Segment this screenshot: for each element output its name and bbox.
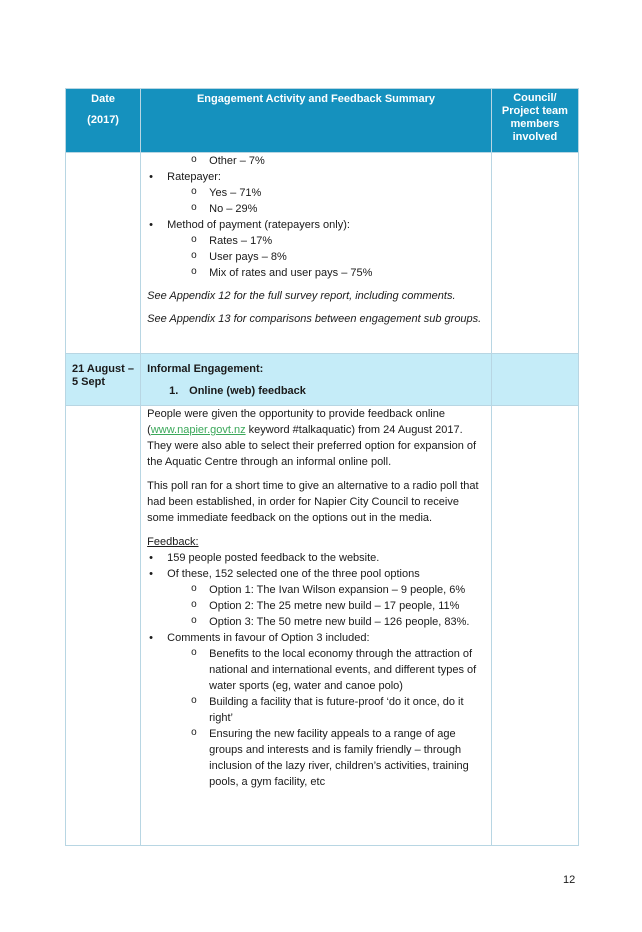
section-subtitle: 1. Online (web) feedback [169,385,306,397]
sub-bullet-item: o User pays – 8% [147,249,485,265]
table-header-row [66,89,579,153]
table-row [66,406,579,846]
appendix-13-note: See Appendix 13 for comparisons between engagement sub groups. [147,313,482,325]
napier-website-link[interactable]: www.napier.govt.nz [150,424,246,436]
bullet-item: • Method of payment (ratepayers only): [147,217,485,233]
sub-bullet-item: o Mix of rates and user pays – 75% [147,265,485,281]
header-summary: Engagement Activity and Feedback Summary [141,89,492,153]
feedback-label: Feedback: [147,536,199,548]
sub-bullet-item: o Option 3: The 50 metre new build – 126 people, 83%. [147,614,485,630]
sub-bullet-item: o No – 29% [147,201,485,217]
sub-bullet-item: o Benefits to the local economy through the attraction of national and international events, and different types of water sports (eg, water and canoe polo) [147,646,485,694]
sub-bullet-item: o Yes – 71% [147,185,485,201]
bullet-item: • 159 people posted feedback to the website. [147,550,485,566]
appendix-12-note: See Appendix 12 for the full survey report, including comments. [147,290,456,302]
section-title: Informal Engagement: [147,363,264,375]
online-feedback-cell [141,406,492,846]
sub-bullet-item: o Building a facility that is future-proof ‘do it once, do it right’ [147,694,485,726]
date-cell-empty [66,406,141,846]
feedback-list [147,550,485,790]
sub-bullet-item: o Option 1: The Ivan Wilson expansion – 9 people, 6% [147,582,485,598]
header-date-year: (2017) [87,114,119,126]
sub-bullet-item: o Option 2: The 25 metre new build – 17 people, 11% [147,598,485,614]
poll-paragraph: This poll ran for a short time to give an alternative to a radio poll that had been established, in order for Napier City Council to receive some immediate feedback on the options out in the media. [147,480,479,524]
bullet-item: • Ratepayer: [147,169,485,185]
summary-cell [141,153,492,354]
header-date [66,89,141,153]
section-council-cell [491,354,578,406]
sub-bullet-item: o Ensuring the new facility appeals to a range of age groups and interests and is family friendly – through inclusion of the lazy river, children’s activities, training pools, a gym facility, etc [147,726,485,790]
date-cell-empty [66,153,141,354]
council-cell-empty [491,406,578,846]
sub-bullet-item: o Rates – 17% [147,233,485,249]
bullet-item: • Of these, 152 selected one of the three pool options [147,566,485,582]
engagement-table [65,88,579,846]
sub-bullet-item: o Other – 7% [147,153,485,169]
section-row [66,354,579,406]
section-title-cell [141,354,492,406]
survey-results-list [147,153,485,281]
header-council: Council/ Project team members involved [491,89,578,153]
online-feedback-intro: People were given the opportunity to provide feedback online (www.napier.govt.nz keyword #talkaquatic) from 24 August 2017. They were also able to select their preferred option for expansion of the Aquatic Centre through an informal online poll. [147,408,477,468]
header-date-label: Date [91,93,115,105]
page-number: 12 [563,874,576,886]
section-date: 21 August – 5 Sept [72,363,134,388]
council-cell-empty [491,153,578,354]
section-date-cell [66,354,141,406]
bullet-item: • Comments in favour of Option 3 included: [147,630,485,646]
table-row [66,153,579,354]
